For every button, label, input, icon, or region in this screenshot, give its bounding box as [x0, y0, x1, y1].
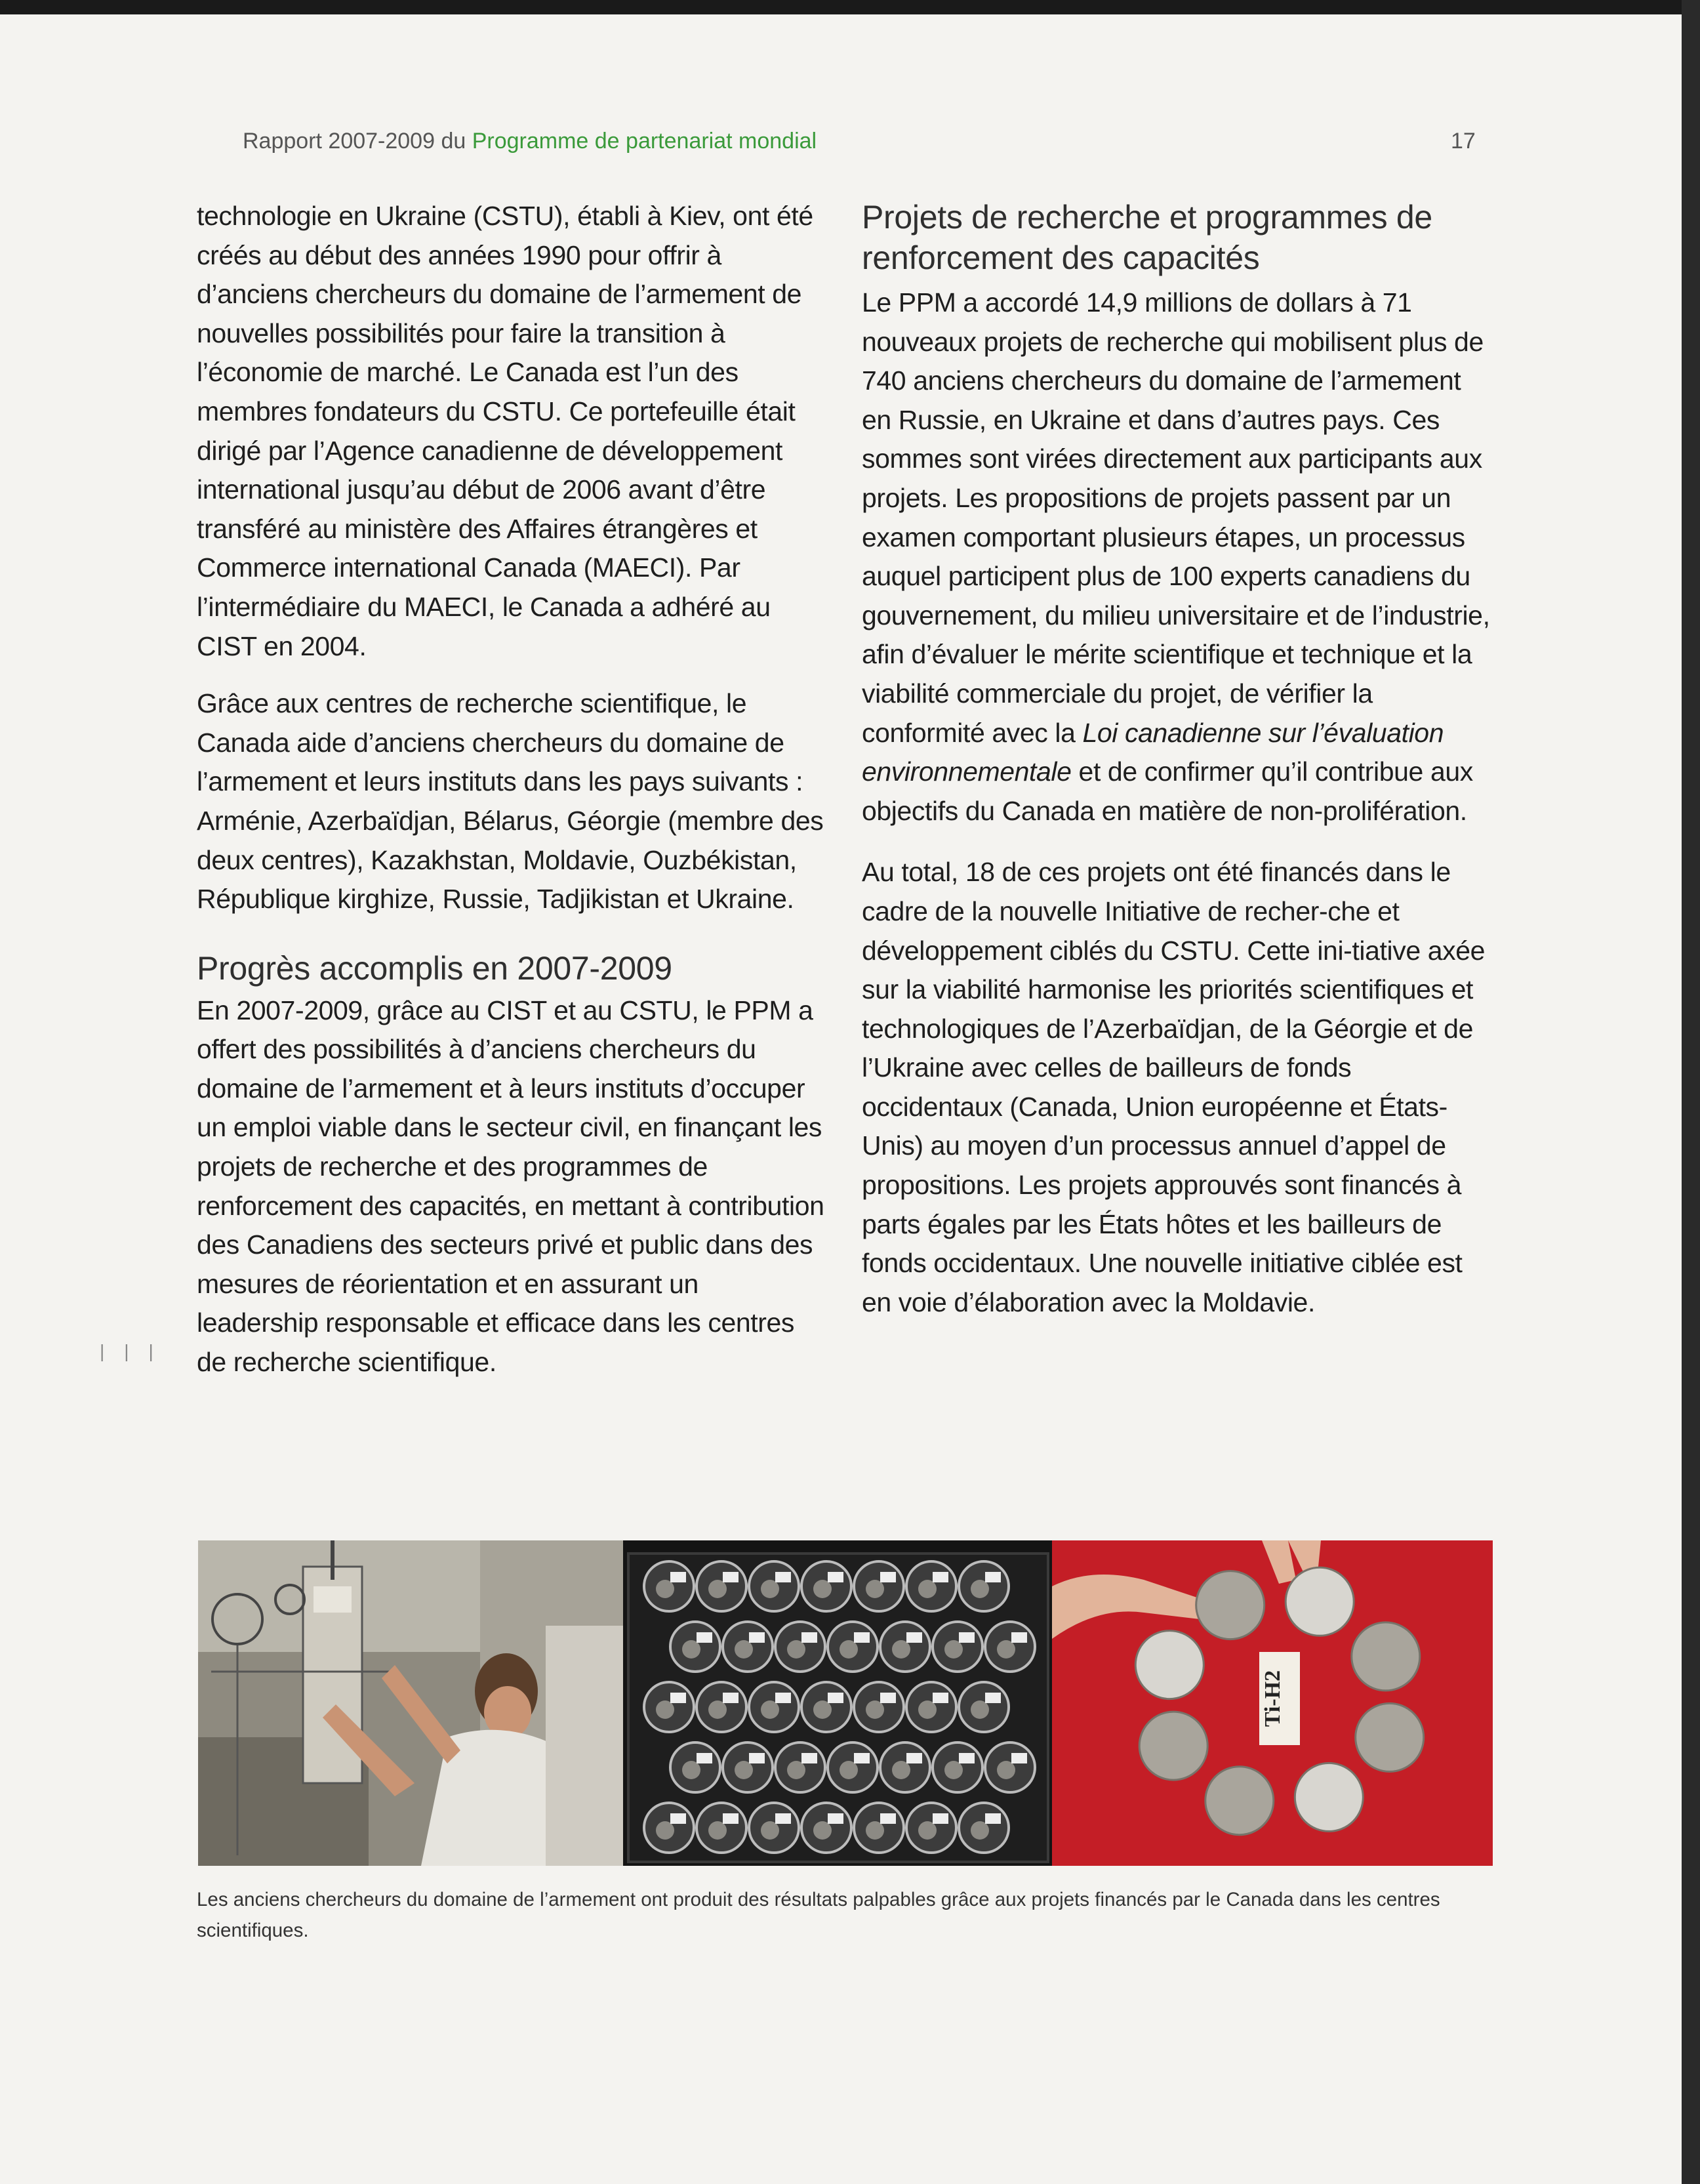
left-paragraph-3: En 2007-2009, grâce au CIST et au CSTU, le PPM a offert des possibilités à d’anciens chercheurs du domaine de l’armement et à leurs instituts d’occuper un emploi viable dans le secteur civil, en finançant les projets de recherche et des programmes de renforcement des capacités, en mettant à contribution des Canadiens des secteurs privé et public dans des mesures de réorientation et en assurant un leadership responsable et efficace dans les centres de recherche scientifique.: [197, 995, 824, 1378]
photo-strip: [198, 1540, 1493, 1866]
sample-label: Ti-H2: [1261, 1670, 1285, 1727]
scan-top-edge: [0, 0, 1700, 14]
running-header: [243, 129, 1489, 154]
section-heading-research-projects: Projets de recherche et programmes de renforcement des capacités: [862, 199, 1432, 276]
photo-petri-dishes: [623, 1540, 1052, 1866]
right-paragraph-2: Au total, 18 de ces projets ont été financés dans le cadre de la nouvelle Initiative de recher-che et développement ciblés du CSTU. Cette ini-tiative axée sur la viabilité harmonise les priorités scientifiques et technologiques de l’Azerbaïdjan, de la Géorgie et de l’Ukraine avec celles de bailleurs de fonds occidentaux (Canada, Union européenne et États-Unis) au moyen d’un processus annuel d’appel de propositions. Les projets approuvés sont financés à parts égales par les États hôtes et les bailleurs de fonds occidentaux. Une nouvelle initiative ciblée est en voie d’élaboration avec la Moldavie.: [862, 857, 1486, 1317]
left-column: [197, 197, 826, 1401]
section-heading-progress: Progrès accomplis en 2007-2009: [197, 949, 672, 987]
left-paragraph-2: Grâce aux centres de recherche scientifique, le Canada aide d’anciens chercheurs du domaine de l’armement et leurs instituts dans les pays suivants : Arménie, Azerbaïdjan, Bélarus, Géorgie (membre des deux centres), Kazakhstan, Moldavie, Ouzbékistan, République kirghize, Russie, Tadjikistan et Ukraine.: [197, 688, 824, 915]
margin-tick-marks: |||: [100, 1341, 173, 1361]
header-program-name: Programme de partenariat mondial: [472, 129, 817, 154]
right-column: [862, 197, 1491, 1340]
right-paragraph-1-text-a: Le PPM a accordé 14,9 millions de dollars à 71 nouveaux projets de recherche qui mobilisent plus de 740 anciens chercheurs du domaine de l’armement en Russie, en Ukraine et dans d’autres pays. Ces sommes sont virées directement aux participants aux projets. Les propositions de projets passent par un examen comportant plusieurs étapes, un processus auquel participent plus de 100 experts canadiens du gouvernement, du milieu universitaire et de l’industrie, afin d’évaluer le mérite scientifique et technique et la viabilité commerciale du projet, de vérifier la conformité avec la: [862, 287, 1490, 748]
header-report-label: Rapport 2007-2009 du: [243, 129, 472, 154]
page-number: 17: [1451, 129, 1476, 154]
photo-lab-researcher: [198, 1540, 623, 1866]
law-title-italic: Loi canadienne sur l’évaluation environnementale: [862, 717, 1444, 787]
photo-metal-samples: [1052, 1540, 1493, 1866]
right-paragraph-1-text-b: et de confirmer qu’il contribue aux objectifs du Canada en matière de non-prolifération.: [862, 756, 1473, 826]
scan-right-edge: [1682, 0, 1700, 2184]
left-paragraph-1: technologie en Ukraine (CSTU), établi à Kiev, ont été créés au début des années 1990 pour offrir à d’anciens chercheurs du domaine de l’armement de nouvelles possibilités pour faire la transition à l’économie de marché. Le Canada est l’un des membres fondateurs du CSTU. Ce portefeuille était dirigé par l’Agence canadienne de développement international jusqu’au début de 2006 avant d’être transféré au ministère des Affaires étrangères et Commerce international Canada (MAECI). Par l’intermédiaire du MAECI, le Canada a adhéré au CIST en 2004.: [197, 201, 813, 661]
photo-caption: Les anciens chercheurs du domaine de l’armement ont produit des résultats palpables grâce aux projets financés par le Canada dans les centres scientifiques.: [197, 1889, 1440, 1941]
right-paragraph-1: [862, 283, 1491, 831]
